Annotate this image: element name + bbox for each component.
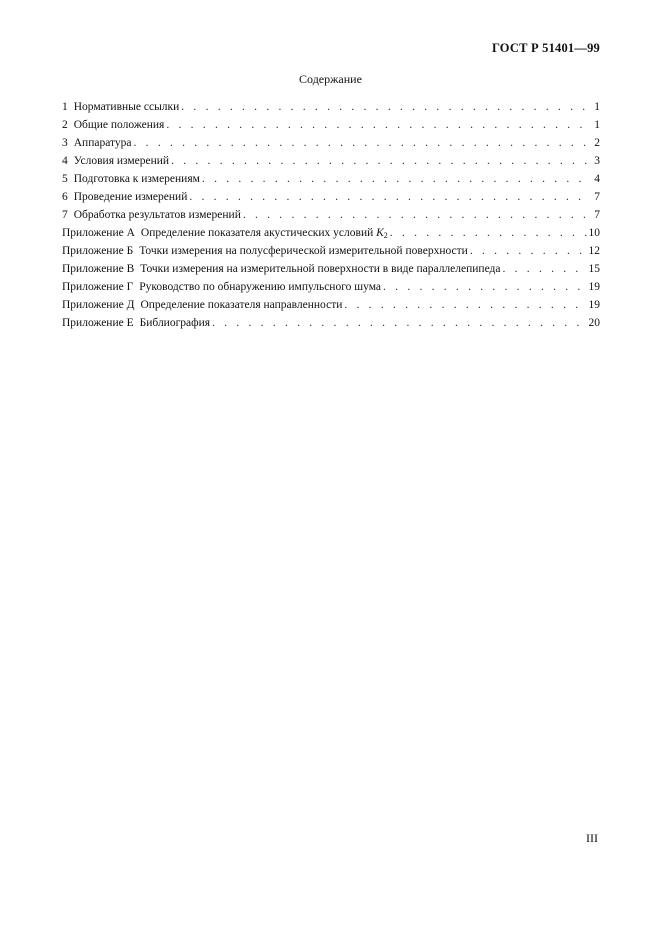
- toc-leader-dots: [169, 155, 588, 167]
- toc-entry-page: 1: [594, 101, 600, 113]
- toc-entry-page: 1: [594, 119, 600, 131]
- toc-entry-label: [62, 317, 210, 329]
- toc-entry-page: 7: [594, 191, 600, 203]
- math-symbol: K: [376, 227, 384, 239]
- toc-entry-title: Общие положения: [73, 119, 165, 131]
- toc-leader-dots: [132, 137, 588, 149]
- toc-leader-dots: [164, 119, 588, 131]
- toc-entry-number: 5: [62, 173, 68, 185]
- toc-entry-page: 7: [594, 209, 600, 221]
- toc-entry-label: [62, 245, 468, 257]
- toc-leader-dots: [342, 299, 588, 311]
- toc-entry-number: 4: [62, 155, 68, 167]
- table-of-contents: [62, 101, 600, 335]
- toc-entry-title: Руководство по обнаружению импульсного шума: [139, 281, 382, 293]
- toc-entry-number: 2: [62, 119, 68, 131]
- toc-entry-label: [62, 191, 187, 203]
- toc-entry-title: Обработка результатов измерений: [73, 209, 241, 221]
- toc-entry-label: [62, 263, 501, 275]
- toc-entry-title: Условия измерений: [73, 155, 170, 167]
- toc-entry[interactable]: [62, 173, 600, 191]
- toc-entry-title: Нормативные ссылки: [73, 101, 180, 113]
- toc-entry-page: 10: [588, 227, 600, 239]
- toc-leader-dots: [381, 281, 588, 293]
- toc-entry[interactable]: [62, 101, 600, 119]
- toc-entry[interactable]: [62, 155, 600, 173]
- toc-entry-appendix[interactable]: [62, 281, 600, 299]
- toc-entry-label: [62, 281, 381, 293]
- toc-entry-page: 15: [588, 263, 600, 275]
- toc-entry-number: Приложение А: [62, 227, 135, 239]
- toc-entry-number: Приложение Д: [62, 299, 135, 311]
- toc-entry-page: 12: [588, 245, 600, 257]
- toc-entry-label: [62, 209, 241, 221]
- toc-entry-label: [62, 101, 179, 113]
- toc-leader-dots: [179, 101, 588, 113]
- document-code: ГОСТ Р 51401—99: [491, 41, 600, 55]
- toc-title: Содержание: [299, 72, 362, 86]
- toc-entry-page: 4: [594, 173, 600, 185]
- toc-entry-number: 1: [62, 101, 68, 113]
- toc-leader-dots: [501, 263, 589, 275]
- toc-entry-number: 6: [62, 191, 68, 203]
- toc-entry-page: 2: [594, 137, 600, 149]
- toc-entry-label: [62, 155, 169, 167]
- toc-entry-page: 20: [588, 317, 600, 329]
- toc-leader-dots: [388, 227, 588, 239]
- toc-entry-label: [62, 137, 132, 149]
- toc-entry-label: [62, 119, 164, 131]
- toc-entry-label: [62, 227, 388, 240]
- toc-entry[interactable]: [62, 119, 600, 137]
- toc-entry[interactable]: [62, 137, 600, 155]
- toc-entry-number: Приложение Е: [62, 317, 134, 329]
- toc-leader-dots: [241, 209, 588, 221]
- toc-leader-dots: [200, 173, 588, 185]
- toc-entry-title: Точки измерения на измерительной поверхности в виде параллелепипеда: [140, 263, 501, 275]
- toc-entry-appendix[interactable]: [62, 263, 600, 281]
- toc-entry-appendix[interactable]: [62, 299, 600, 317]
- math-subscript: 2: [383, 231, 388, 240]
- page-number: III: [586, 831, 598, 845]
- toc-entry[interactable]: [62, 209, 600, 227]
- toc-entry-number: 7: [62, 209, 68, 221]
- toc-entry-page: 19: [588, 299, 600, 311]
- toc-entry-number: Приложение В: [62, 263, 135, 275]
- toc-entry-label: [62, 299, 342, 311]
- toc-entry[interactable]: [62, 191, 600, 209]
- toc-leader-dots: [468, 245, 588, 257]
- toc-leader-dots: [210, 317, 588, 329]
- toc-entry-appendix[interactable]: [62, 245, 600, 263]
- toc-entry-title: Определение показателя акустических условий: [140, 227, 374, 239]
- toc-entry-title: Определение показателя направленности: [140, 299, 343, 311]
- toc-entry-appendix[interactable]: [62, 317, 600, 335]
- toc-entry-label: [62, 173, 200, 185]
- toc-entry-page: 3: [594, 155, 600, 167]
- toc-entry-title: Библиография: [139, 317, 211, 329]
- toc-leader-dots: [187, 191, 588, 203]
- toc-entry-page: 19: [588, 281, 600, 293]
- toc-entry-number: Приложение Г: [62, 281, 134, 293]
- toc-entry-title: Точки измерения на полусферической измерительной поверхности: [139, 245, 468, 257]
- toc-entry-number: Приложение Б: [62, 245, 134, 257]
- toc-entry-title: Проведение измерений: [73, 191, 188, 203]
- toc-entry-title: Подготовка к измерениям: [73, 173, 200, 185]
- toc-entry-number: 3: [62, 137, 68, 149]
- toc-entry-appendix[interactable]: [62, 227, 600, 245]
- toc-entry-title: Аппаратура: [73, 137, 132, 149]
